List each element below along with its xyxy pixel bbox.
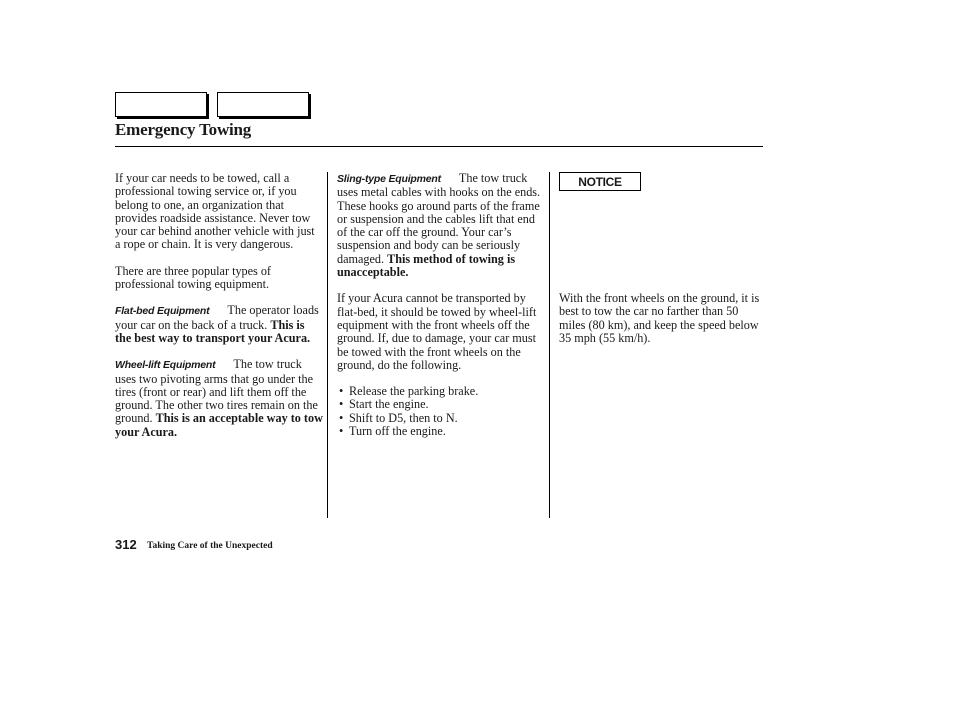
column-divider — [327, 172, 328, 518]
wheellift-lead: Wheel-lift Equipment — [115, 359, 216, 372]
flatbed-paragraph — [115, 304, 323, 345]
notice-paragraph: With the front wheels on the ground, it is best to tow the car no farther than 50 miles (80 km), and keep the speed below 35 mph (55 km/h). — [559, 291, 760, 345]
flatbed-bold: This is the best way to transport your Acura. — [115, 317, 311, 345]
page-number: 312 — [115, 537, 137, 552]
cannot-transport-paragraph: If your Acura cannot be transported by flat-bed, it should be towed by wheel-lift equipment with the front wheels off the ground. If, due to damage, your car must be towed with the front wheels on the ground, do the following. — [337, 291, 537, 372]
title-divider — [115, 146, 763, 147]
wheellift-text: The tow truck uses two pivoting arms that go under the tires (front or rear) and lift them off the ground. The other two tires remain on the ground. — [115, 357, 318, 426]
list-item: • Release the parking brake. — [339, 384, 479, 399]
page-title: Emergency Towing — [115, 120, 252, 139]
intro-paragraph: If your car needs to be towed, call a professional towing service or, if you belong to one, an organization that provides roadside assistance. Never tow your car behind another vehicle with just a rope or chain. It is very dangerous. — [115, 171, 315, 252]
section-title: Taking Care of the Unexpected — [147, 541, 273, 551]
list-item: • Shift to D5, then to N. — [339, 410, 458, 425]
column-left — [115, 172, 323, 452]
towing-steps-list — [337, 385, 541, 438]
column-right — [559, 172, 765, 358]
wheellift-bold: This is an acceptable way to tow your Acura. — [115, 411, 323, 439]
sling-text: The tow truck uses metal cables with hooks on the ends. These hooks go around parts of the frame or suspension and the cables lift that end of the car off the ground. Your car’s suspension and body can be seriously damaged. — [337, 171, 541, 266]
sling-paragraph — [337, 172, 541, 279]
list-item: • Start the engine. — [339, 397, 429, 412]
flatbed-text: The operator loads your car on the back of a truck. — [115, 303, 319, 332]
sling-bold: This method of towing is unacceptable. — [337, 251, 516, 280]
flatbed-lead: Flat-bed Equipment — [115, 305, 210, 318]
list-item: • Turn off the engine. — [339, 424, 446, 439]
column-divider — [549, 172, 550, 518]
wheellift-paragraph — [115, 358, 323, 439]
nav-next-button[interactable] — [217, 92, 309, 117]
column-middle — [337, 172, 541, 438]
notice-label: NOTICE — [559, 172, 641, 191]
nav-previous-button[interactable] — [115, 92, 207, 117]
types-paragraph: There are three popular types of professional towing equipment. — [115, 263, 271, 292]
sling-lead: Sling-type Equipment — [337, 173, 441, 185]
